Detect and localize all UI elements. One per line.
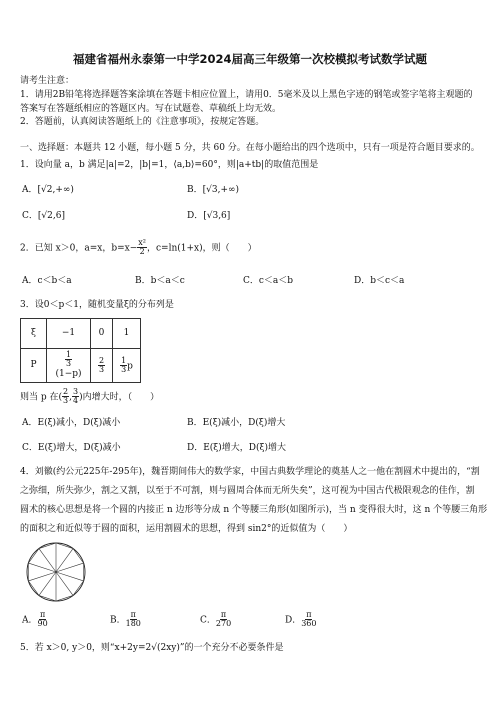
notice-line-3: 2．答题前，认真阅读答题纸上的《注意事项》，按规定答题。 xyxy=(20,117,265,127)
notice-heading: 请考生注意： xyxy=(20,76,75,86)
question-1-option-b: B．[√3,+∞) xyxy=(187,185,239,195)
question-4-line-3: 圆术的核心思想是将一个圆的内接正 n 边形等分成 n 个等腰三角形(如图所示)，当 n 变得很大时，这 n 个等腰三角形 xyxy=(20,505,488,515)
frac-num: 3 xyxy=(72,387,79,396)
fraction xyxy=(301,611,316,629)
question-3-stem: 3．设0＜p＜1，随机变量ξ的分布列是 xyxy=(20,300,174,310)
notice-line-1: 1．请用2B铅笔将选择题答案涂填在答题卡相应位置上，请用0．5毫米及以上黑色字迹的钢笔或签字笔将主观题的 xyxy=(20,90,473,100)
question-3-option-c: C．E(ξ)增大，D(ξ)减小 xyxy=(22,443,121,453)
frac-den: 180 xyxy=(125,619,141,629)
frac-den: 360 xyxy=(301,619,317,629)
question-1-option-d: D．[√3,6] xyxy=(187,211,231,221)
table-cell: 1 xyxy=(113,319,141,349)
question-4-option-b xyxy=(110,611,141,629)
polygon-spoke xyxy=(28,572,56,581)
fraction xyxy=(62,388,69,406)
polygon-spoke xyxy=(28,563,56,572)
table-cell: 0 xyxy=(91,319,113,349)
question-2-stem-post: ，c=ln(1+x)，则（ ） xyxy=(147,243,257,254)
fraction xyxy=(38,611,48,629)
question-4-line-2: 之弥细，所失弥少，割之又割，以至于不可割，则与圆周合体而无所失矣”，这可视为中国古代极限观念的佳作，割 xyxy=(20,486,475,496)
frac-den: 3 xyxy=(65,359,72,369)
question-4-option-d xyxy=(285,611,317,629)
frac-den: 3 xyxy=(98,365,105,374)
frac-den: 4 xyxy=(72,396,79,406)
notice-line-2: 答案写在答题纸相应的答题区内。写在试题卷、草稿纸上均无效。 xyxy=(20,104,282,114)
question-2-option-d: D．b＜c＜a xyxy=(354,276,405,286)
table-cell: ξ xyxy=(21,319,47,349)
question-2-option-b: B．b＜a＜c xyxy=(135,276,185,286)
question-4-option-a xyxy=(22,611,48,629)
polygon-spoke xyxy=(56,572,73,595)
inscribed-polygon-figure xyxy=(25,541,87,603)
question-3-option-a: A．E(ξ)减小，D(ξ)减小 xyxy=(22,418,121,428)
table-cell: P xyxy=(21,349,47,383)
question-2-option-a: A．c＜b＜a xyxy=(22,276,72,286)
question-1-option-c: C．[√2,6] xyxy=(22,211,65,221)
frac-den: 90 xyxy=(37,619,48,629)
table-cell: −1 xyxy=(47,319,91,349)
circle-polygon-icon xyxy=(25,541,87,603)
condition-pre: 则当 p 在( xyxy=(20,392,62,403)
frac-num: 2 xyxy=(98,355,105,365)
fraction xyxy=(98,357,105,375)
question-4-option-c xyxy=(200,611,231,629)
polygon-spoke xyxy=(39,549,56,572)
fraction xyxy=(126,611,141,629)
frac-num: π xyxy=(220,610,227,619)
frac-num: 2 xyxy=(63,387,69,396)
option-label: D． xyxy=(285,615,302,626)
table-cell xyxy=(91,349,113,383)
distribution-table xyxy=(20,318,141,383)
condition-post: )内增大时，（ ） xyxy=(79,392,160,403)
frac-den: 3 xyxy=(63,396,69,406)
question-2-fraction xyxy=(137,239,147,257)
question-1-option-a: A．[√2,+∞) xyxy=(22,185,74,195)
frac-num: π xyxy=(306,610,312,619)
page-title: 福建省福州永泰第一中学2024届高三年级第一次校模拟考试数学试题 xyxy=(72,52,427,66)
frac-den: 3 xyxy=(121,365,127,374)
question-4-line-1: 4．刘徽(约公元225年-295年)，魏晋期间伟大的数学家，中国古典数学理论的奠基人之一他在割圆术中提出的，“割 xyxy=(20,467,480,477)
frac-num: π xyxy=(39,610,46,619)
polygon-spoke xyxy=(39,572,56,595)
question-2-frac-num: x² xyxy=(138,238,147,247)
option-label: C． xyxy=(200,615,216,626)
polygon-spoke xyxy=(56,572,84,581)
fraction xyxy=(65,351,72,369)
fraction xyxy=(216,611,231,629)
cell-tail: (1−p) xyxy=(55,368,82,379)
table-row xyxy=(21,319,141,349)
polygon-spoke xyxy=(56,549,73,572)
question-4-line-4: 的面积之和近似等于圆的面积，运用割圆术的思想，得到 sin2°的近似值为（ ） xyxy=(20,524,353,534)
fraction xyxy=(72,388,79,406)
question-3-option-b: B．E(ξ)减小，D(ξ)增大 xyxy=(187,418,286,428)
frac-num: 1 xyxy=(65,349,72,359)
question-5-stem: 5．若 x＞0, y＞0，则“x+2y=2√(2xy)”的一个充分不必要条件是 xyxy=(20,643,284,653)
question-2-frac-den: 2 xyxy=(139,247,145,257)
question-3-option-d: D．E(ξ)增大，D(ξ)增大 xyxy=(187,443,286,453)
table-row xyxy=(21,349,141,383)
question-2-stem-pre: 2．已知 x＞0，a=x，b=x− xyxy=(20,243,138,254)
question-2-stem xyxy=(20,239,257,257)
table-cell xyxy=(113,349,141,383)
polygon-spoke xyxy=(56,563,84,572)
option-label: A． xyxy=(22,615,38,626)
option-label: B． xyxy=(110,615,126,626)
frac-num: π xyxy=(130,610,136,619)
question-3-condition: 则当 p 在( $\frac{2}{3}$ , $\frac{3}{4}$ )内增大时，（ ） xyxy=(20,387,160,406)
frac-num: 1 xyxy=(121,355,127,365)
question-2-option-c: C．c＜a＜b xyxy=(243,276,294,286)
frac-den: 270 xyxy=(215,619,232,629)
section-heading: 一、选择题：本题共 12 小题，每小题 5 分，共 60 分。在每小题给出的四个选项中，只有一项是符合题目要求的。 xyxy=(20,143,480,153)
cell-tail: p xyxy=(127,361,133,371)
question-1-stem: 1．设向量 a，b 满足|a|=2，|b|=1，⟨a,b⟩=60°，则|a+tb|的取值范围是 xyxy=(20,160,319,170)
table-cell xyxy=(47,349,91,383)
